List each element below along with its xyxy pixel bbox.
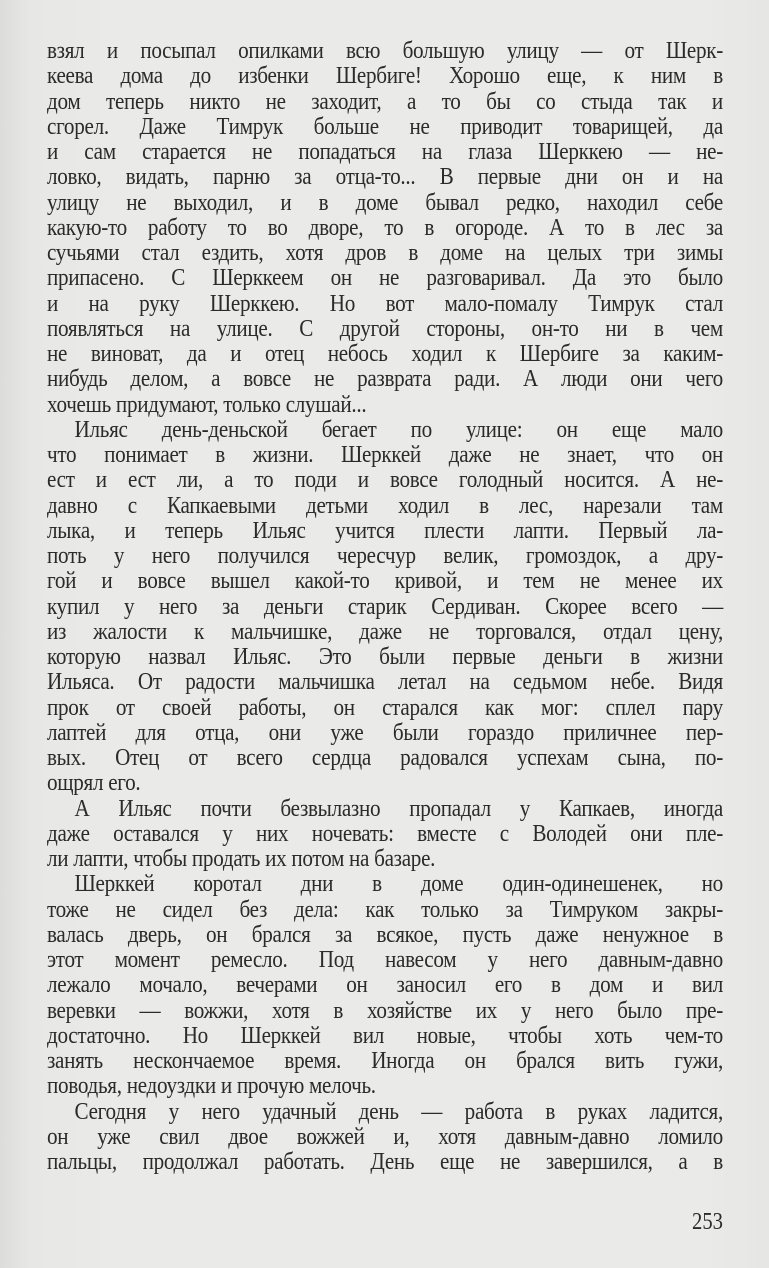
text-line: тоже не сидел без дела: как только за Тимруком закры- [47,895,723,923]
text-line: вых. Отец от всего сердца радовался успехам сына, по- [47,744,723,771]
text-line: Сегодня у него удачный день — работа в руках ладится, [74,1097,723,1125]
text-line: даже оставался у них ночевать: вместе с Володей они пле- [47,819,723,847]
text-line: поводья, недоуздки и прочую мелочь. [47,1072,376,1100]
text-line: пальцы, продолжал работать. День еще не завершился, а в [47,1148,723,1175]
text-line: и сам старается не попадаться на глаза Шерккею — не- [47,138,723,165]
text-line: этот момент ремесло. Под навесом у него давным-давно [47,946,723,973]
text-line: припасено. С Шерккеем он не разговаривал. Да это было [47,264,723,292]
text-line: Ильяса. От радости мальчишка летал на седьмом небе. Видя [47,668,723,696]
text-line: валась дверь, он брался за всякое, пусть даже ненужное в [47,920,723,948]
text-line: взял и посыпал опилками всю большую улицу — от Шерк- [47,37,723,64]
text-line: прок от своей работы, он старался как мог: сплел пару [47,693,723,721]
text-line: достаточно. Но Шерккей вил новые, чтобы хоть чем-то [47,1021,723,1049]
text-line: сгорел. Даже Тимрук больше не приводит товарищей, да [47,112,723,140]
text-line: появляться на улице. С другой стороны, он-то ни в чем [47,314,723,342]
text-line: гой и вовсе вышел какой-то кривой, и тем не менее их [47,567,723,595]
text-line: купил у него за деньги старик Сердиван. Скорее всего — [47,592,723,620]
text-line: Ильяс день-деньской бегает по улице: он еще мало [74,415,723,443]
text-line: улицу не выходил, и в доме бывал редко, находил себе [47,188,723,216]
text-line: давно с Капкаевыми детьми ходил в лес, нарезали там [47,491,723,519]
text-line: ощрял его. [47,769,141,797]
text-line: он уже свил двое вожжей и, хотя давным-давно ломило [47,1122,723,1150]
text-line: сучьями стал ездить, хотя дров в доме на целых три зимы [47,239,723,266]
text-line: которую назвал Ильяс. Это были первые деньги в жизни [47,643,723,670]
text-line: Шерккей коротал дни в доме один-одинешенек, но [74,870,723,898]
text-line: ли лапти, чтобы продать их потом на базаре. [47,845,436,872]
text-line: занять нескончаемое время. Иногда он брался вить гужи, [47,1047,723,1074]
text-line: А Ильяс почти безвылазно пропадал у Капкаев, иногда [74,794,723,822]
text-line: ловко, видать, парню за отца-то... В первые дни он и на [47,163,723,191]
text-line: хочешь придумают, только слушай... [47,390,367,418]
text-line: нибудь делом, а вовсе не разврата ради. А люди они чего [47,365,723,393]
text-line: и на руку Шерккею. Но вот мало-помалу Тимрук стал [47,289,723,317]
body-text [47,37,723,1175]
text-line: ест и ест ли, а то поди и вовсе голодный носится. А не- [47,466,723,494]
text-line: лежало мочало, вечерами он заносил его в дом и вил [47,971,723,999]
text-line: что понимает в жизни. Шерккей даже не знает, что он [47,441,723,468]
text-line: не виноват, да и отец небось ходил к Шербиге за каким- [47,340,723,367]
text-line: кеева дома до избенки Шербиге! Хорошо еще, к ним в [47,62,723,90]
text-line: дом теперь никто не заходит, а то бы со стыда так и [47,87,723,115]
text-line: лыка, и теперь Ильяс учится плести лапти. Первый ла- [47,516,723,544]
page-number: 253 [692,1209,723,1235]
text-line: какую-то работу то во дворе, то в огороде. А то в лес за [47,213,723,241]
text-line: веревки — вожжи, хотя в хозяйстве их у него было пре- [47,996,723,1024]
text-line: лаптей для отца, они уже были гораздо приличнее пер- [47,718,723,746]
text-line: из жалости к мальчишке, даже не торговался, отдал цену, [47,617,723,645]
text-line: поть у него получился чересчур велик, громоздок, а дру- [47,542,723,569]
